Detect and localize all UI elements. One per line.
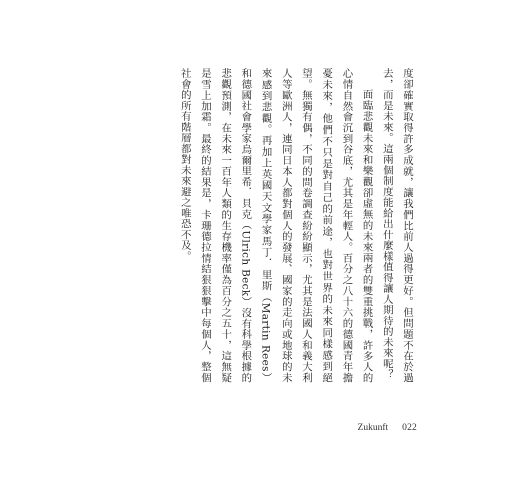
page-number: 022 bbox=[402, 423, 417, 433]
body-text-column bbox=[175, 68, 417, 383]
paragraph-1: 度卻確實取得許多成就，讓我們比前人過得更好。但問題不在於過去，而是未來。這兩個制度能給出什麼樣值得讓人期待的未來呢？ bbox=[380, 68, 413, 383]
paragraph-2: 面臨悲觀未來和樂觀卻虛無的未來兩者的雙重挑戰，許多人的心情自然會沉到谷底，尤其是年輕人。百分之八十六的德國青年擔憂未來，他們不只是對自己的前途，也對世界的未來同樣感到絕望。無獨有偶，不同的問卷調查紛紛顯示，尤其是法國人和義大利人等歐洲人，連同日本人都對個人的發展、國家的走向或地球的未來感到悲觀。再加上英國天文學家馬丁．里斯（Martin Rees）和德國社會學家烏爾里希．貝克（Ulrich Beck）沒有科學根據的悲觀預測，在未來一百年人類的生存機率僅為百分之五十，這無疑是雪上加霜。最終的結果是，卡珊德拉情結狠狠擊中每個人，整個社會的所有階層都對未來避之唯恐不及。 bbox=[178, 68, 373, 383]
running-title: Zukunft bbox=[357, 423, 389, 433]
page-footer bbox=[358, 423, 417, 433]
